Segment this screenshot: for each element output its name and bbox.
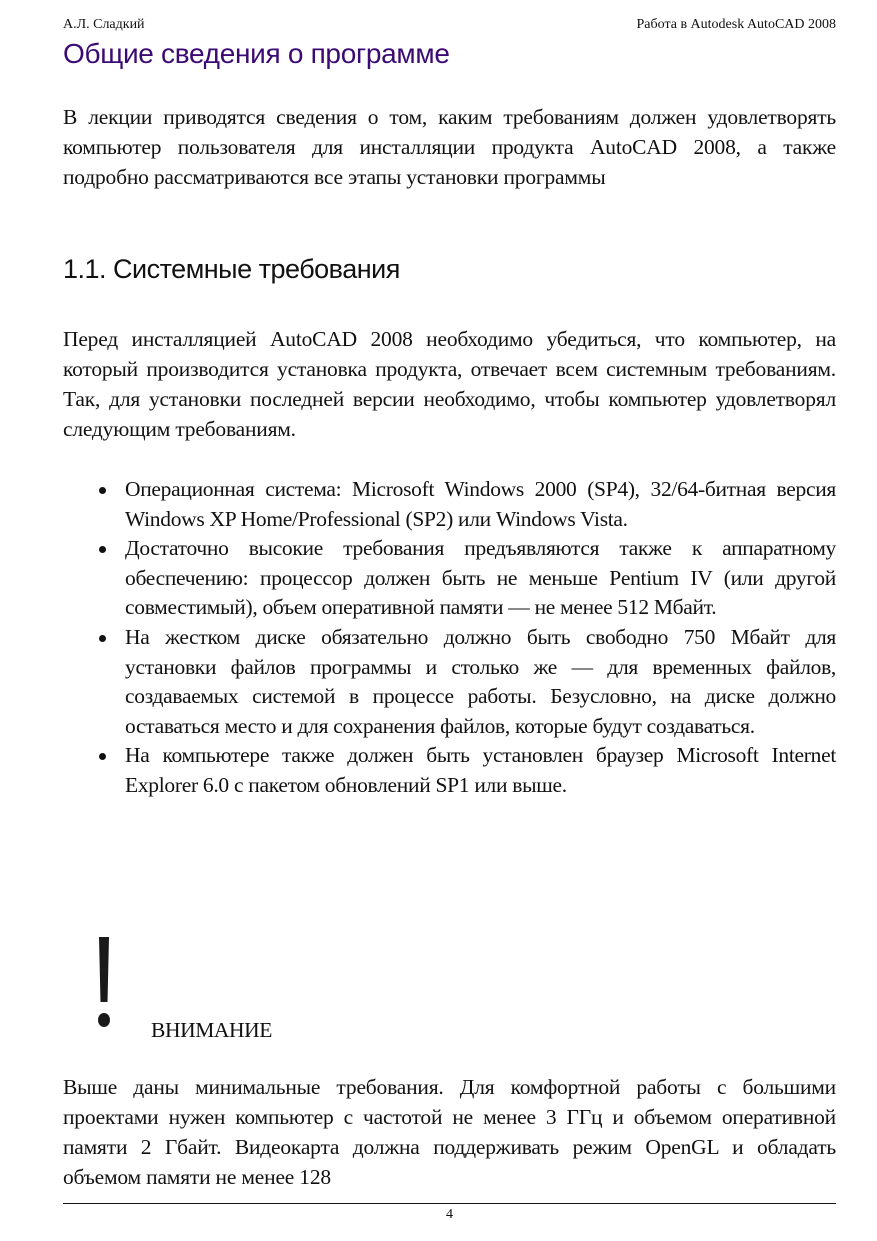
header-book-title: Работа в Autodesk AutoCAD 2008 xyxy=(636,17,836,32)
list-item xyxy=(63,534,836,623)
bullet-icon xyxy=(99,753,106,760)
bullet-icon xyxy=(99,487,106,494)
document-page xyxy=(63,0,836,1241)
list-item xyxy=(63,475,836,534)
list-item-text: На компьютере также должен быть установлен браузер Microsoft Internet Explorer 6.0 с пакетом обновлений SP1 или выше. xyxy=(125,743,836,797)
requirements-intro-paragraph: Перед инсталляцией AutoCAD 2008 необходимо убедиться, что компьютер, на который производится установка продукта, отвечает всем системным требованиям. Так, для установки последней версии необходимо, чтобы компьютер удовлетворял следующим требованиям. xyxy=(63,327,836,441)
list-item-text: Операционная система: Microsoft Windows 2000 (SP4), 32/64-битная версия Windows XP Home/Professional (SP2) или Windows Vista. xyxy=(125,477,836,531)
list-item-text: На жестком диске обязательно должно быть свободно 750 Мбайт для установки файлов программы и столько же — для временных файлов, создаваемых системой в процессе работы. Безусловно, на диске должно оставаться место и для сохранения файлов, которые будут создаваться. xyxy=(125,624,836,738)
page-number: 4 xyxy=(446,1207,453,1222)
bullet-icon xyxy=(99,635,106,642)
attention-label: ВНИМАНИЕ xyxy=(151,1018,273,1042)
header-author: А.Л. Сладкий xyxy=(63,17,145,32)
footer-divider xyxy=(63,1203,836,1204)
running-header xyxy=(63,17,836,37)
list-item xyxy=(63,741,836,800)
chapter-title: Общие сведения о программе xyxy=(63,38,450,69)
intro-paragraph: В лекции приводятся сведения о том, каким требованиям должен удовлетворять компьютер пользователя для инсталляции продукта AutoCAD 2008, а также подробно рассматриваются все этапы установки программы xyxy=(63,105,836,189)
requirements-list xyxy=(63,475,836,801)
bullet-icon xyxy=(99,546,106,553)
exclamation-icon xyxy=(93,934,115,1030)
section-title: 1.1. Системные требования xyxy=(63,254,400,284)
list-item-text: Достаточно высокие требования предъявляются также к аппаратному обеспечению: процессор должен быть не меньше Pentium IV (или другой совместимый), объем оперативной памяти — не менее 512 Мбайт. xyxy=(125,536,836,620)
list-item xyxy=(63,623,836,741)
attention-paragraph: Выше даны минимальные требования. Для комфортной работы с большими проектами нужен компьютер с частотой не менее 3 ГГц и объемом оперативной памяти 2 Гбайт. Видеокарта должна поддерживать режим OpenGL и обладать объемом памяти не менее 128 xyxy=(63,1075,836,1189)
